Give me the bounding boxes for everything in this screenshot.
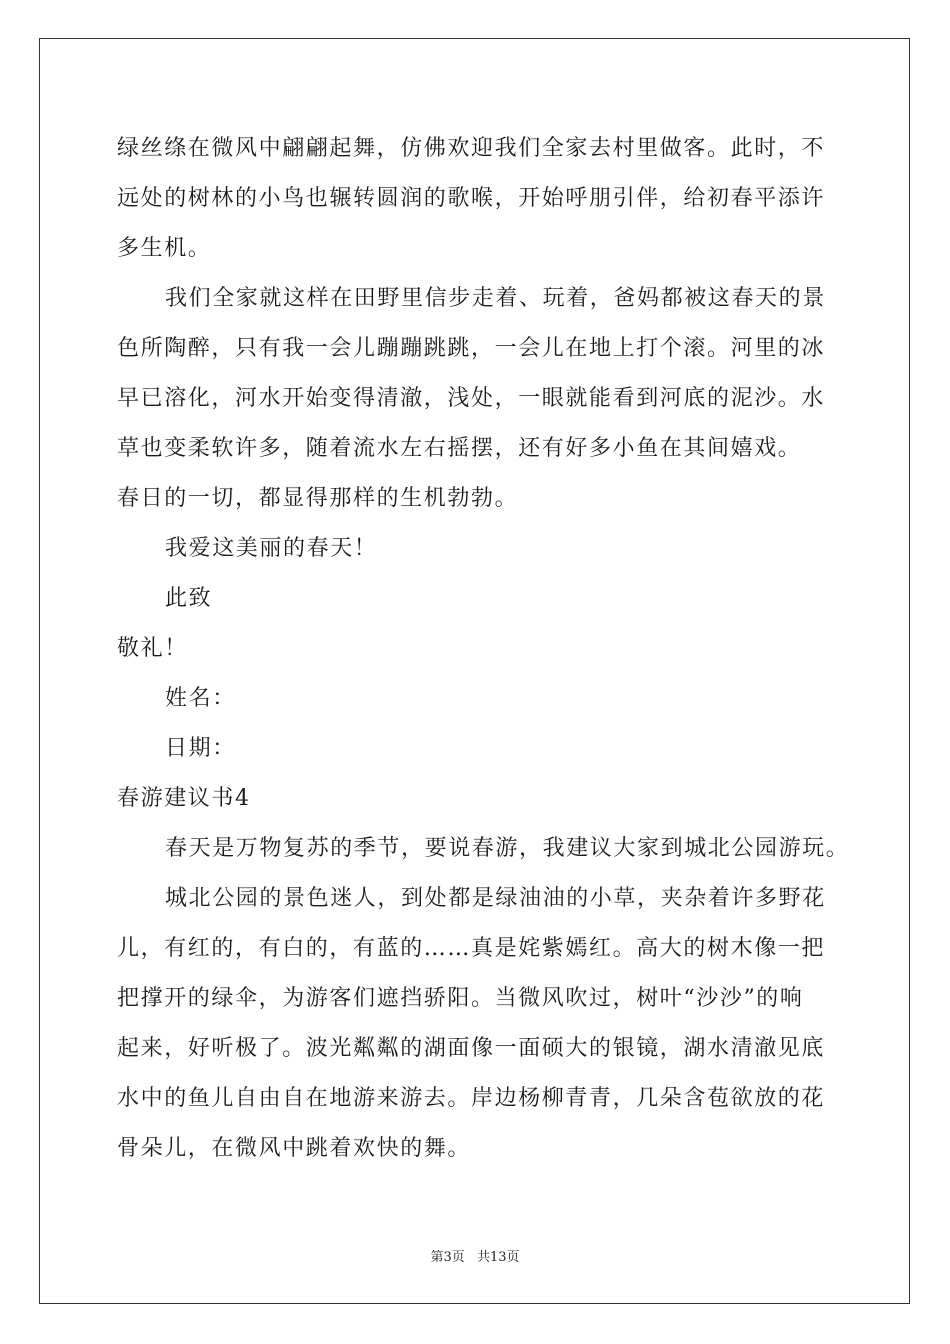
text-line: 绿丝绦在微风中翩翩起舞，仿佛欢迎我们全家去村里做客。此时，不: [117, 136, 826, 161]
text-line: 草也变柔软许多，随着流水左右摇摆，还有好多小鱼在其间嬉戏。: [117, 436, 802, 461]
text-line: 起来，好听极了。波光粼粼的湖面像一面硕大的银镜，湖水清澈见底: [117, 1036, 826, 1061]
text-line: 我爱这美丽的春天！: [165, 536, 378, 561]
text-line: 我们全家就这样在田野里信步走着、玩着，爸妈都被这春天的景: [165, 286, 826, 311]
text-line: 把撑开的绿伞，为游客们遮挡骄阳。当微风吹过，树叶“沙沙”的响: [117, 986, 804, 1011]
text-line: 水中的鱼儿自由自在地游来游去。岸边杨柳青青，几朵含苞欲放的花: [117, 1086, 826, 1111]
text-line: 儿，有红的，有白的，有蓝的……真是姹紫嫣红。高大的树木像一把: [117, 936, 826, 961]
page-footer: [0, 1246, 950, 1265]
name-field-label: 姓名：: [165, 686, 236, 711]
closing-salute: 敬礼！: [117, 636, 188, 661]
text-line: 远处的树林的小鸟也辗转圆润的歌喉，开始呼朋引伴，给初春平添许: [117, 186, 826, 211]
document-body: [117, 124, 850, 1174]
text-line: 早已溶化，河水开始变得清澈，浅处，一眼就能看到河底的泥沙。水: [117, 386, 826, 411]
page-total: 共13页: [476, 1250, 520, 1265]
section-title: 春游建议书4: [117, 786, 251, 811]
text-line: 春日的一切，都显得那样的生机勃勃。: [117, 486, 519, 511]
closing-salutation: 此致: [165, 586, 213, 611]
text-line: 春天是万物复苏的季节，要说春游，我建议大家到城北公园游玩。: [165, 836, 850, 861]
text-line: 骨朵儿，在微风中跳着欢快的舞。: [117, 1136, 472, 1161]
text-line: 多生机。: [117, 236, 212, 261]
text-line: 色所陶醉，只有我一会儿蹦蹦跳跳，一会儿在地上打个滚。河里的冰: [117, 336, 826, 361]
page-number: 第3页: [430, 1250, 465, 1265]
text-line: 城北公园的景色迷人，到处都是绿油油的小草，夹杂着许多野花: [165, 886, 826, 911]
date-field-label: 日期：: [165, 736, 236, 761]
